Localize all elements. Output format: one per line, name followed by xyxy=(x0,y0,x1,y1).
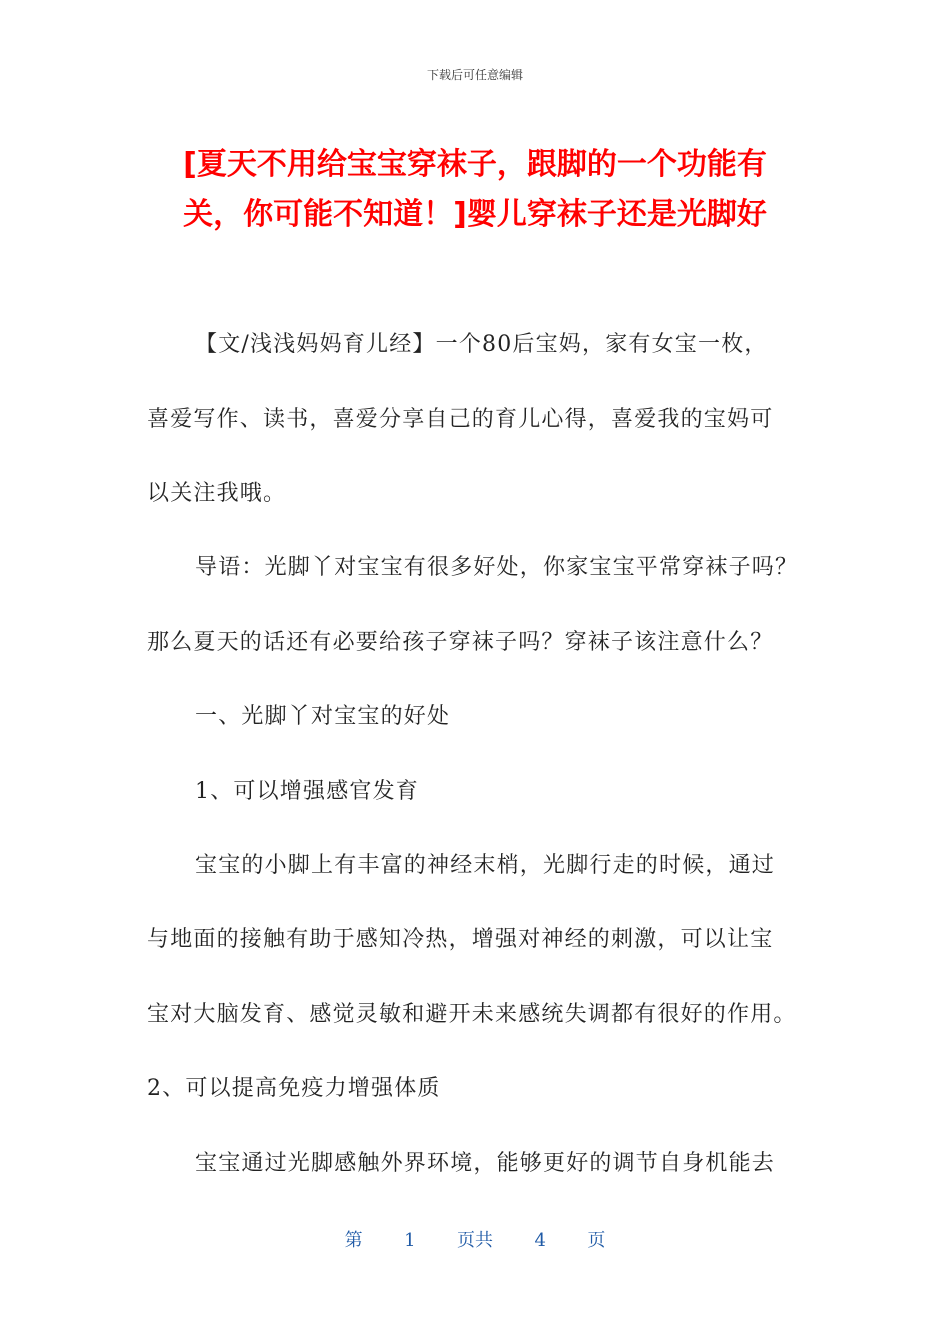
paragraph-line: 宝对大脑发育、感觉灵敏和避开未来感统失调都有很好的作用。 xyxy=(147,1002,797,1027)
subsection-heading: 1、可以增强感官发育 xyxy=(195,779,419,804)
paragraph-line: 导语：光脚丫对宝宝有很多好处，你家宝宝平常穿袜子吗？ xyxy=(195,555,799,580)
section-heading: 一、光脚丫对宝宝的好处 xyxy=(195,704,451,729)
title-line-1: [夏天不用给宝宝穿袜子，跟脚的一个功能有 xyxy=(183,147,767,182)
footer-page-number: 1 xyxy=(404,1230,416,1251)
paragraph-line: 与地面的接触有助于感知冷热，增强对神经的刺激，可以让宝 xyxy=(147,927,774,952)
footer-suffix: 页 xyxy=(587,1230,606,1251)
footer-middle: 页共 xyxy=(457,1230,493,1251)
paragraph-line: 那么夏天的话还有必要给孩子穿袜子吗？穿袜子该注意什么？ xyxy=(147,630,774,655)
title-line-2: 关，你可能不知道！]婴儿穿袜子还是光脚好 xyxy=(183,197,767,232)
paragraph-line: 宝宝的小脚上有丰富的神经末梢，光脚行走的时候，通过 xyxy=(195,853,776,878)
paragraph-line: 宝宝通过光脚感触外界环境，能够更好的调节自身机能去 xyxy=(195,1151,776,1176)
document-title xyxy=(145,140,805,240)
footer-total-pages: 4 xyxy=(534,1230,546,1251)
page-footer xyxy=(0,1226,950,1252)
header-note: 下载后可任意编辑 xyxy=(426,68,523,82)
paragraph-line: 以关注我哦。 xyxy=(147,481,287,506)
paragraph-line: 【文/浅浅妈妈育儿经】一个80后宝妈，家有女宝一枚， xyxy=(195,332,768,357)
subsection-heading: 2、可以提高免疫力增强体质 xyxy=(147,1076,441,1101)
paragraph-line: 喜爱写作、读书，喜爱分享自己的育儿心得，喜爱我的宝妈可 xyxy=(147,407,774,432)
footer-prefix: 第 xyxy=(344,1230,363,1251)
